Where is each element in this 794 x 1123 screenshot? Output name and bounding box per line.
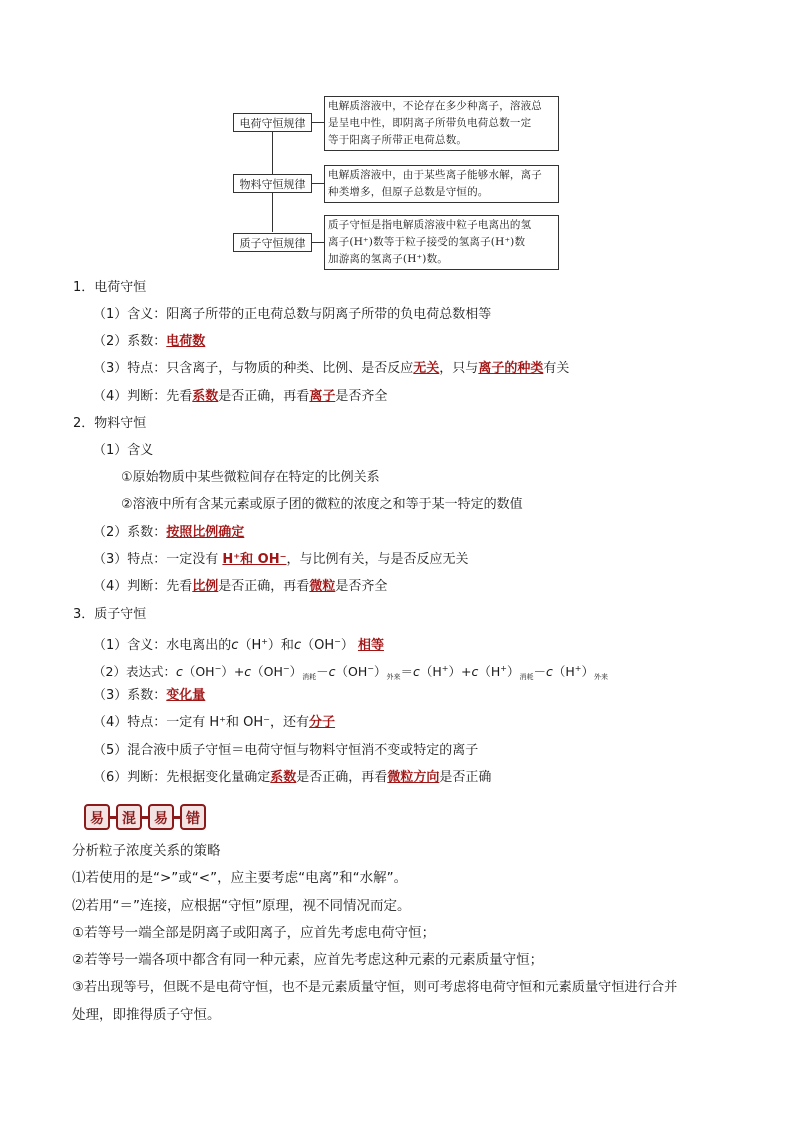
badge-char: 易 bbox=[148, 804, 174, 830]
strategy-line: 处理，即推得质子守恒。 bbox=[72, 1007, 221, 1023]
diagram-desc-material: 电解质溶液中，由于某些离子能够水解，离子 种类增多，但原子总数是守恒的。 bbox=[324, 165, 559, 203]
diagram-label-proton: 质子守恒规律 bbox=[233, 233, 312, 252]
charge-feature: （3）特点：只含离子，与物质的种类、比例、是否反应无关，只与离子的种类有关 bbox=[93, 361, 570, 376]
strategy-line: ②若等号一端各项中都含有同一种元素，应首先考虑这种元素的元素质量守恒； bbox=[72, 952, 544, 968]
charge-meaning: （1）含义：阳离子所带的正电荷总数与阴离子所带的负电荷总数相等 bbox=[93, 307, 492, 322]
strategy-title: 分析粒子浓度关系的策略 bbox=[72, 843, 221, 859]
strategy-line: ⑴若使用的是“>”或“<”，应主要考虑“电离”和“水解”。 bbox=[72, 870, 408, 886]
material-meaning: （1）含义 bbox=[93, 443, 154, 458]
badge-char: 错 bbox=[180, 804, 206, 830]
diagram-connector bbox=[312, 183, 324, 184]
diagram-desc-charge: 电解质溶液中，不论存在多少种离子，溶液总 是呈电中性，即阴离子所带负电荷总数一定 等于阳离子所带正电荷总数。 bbox=[324, 96, 559, 151]
section-title-material: 2．物料守恒 bbox=[73, 416, 147, 431]
material-meaning-1: ①原始物质中某些微粒间存在特定的比例关系 bbox=[121, 470, 380, 485]
proton-feature: （4）特点：一定有 H⁺和 OH⁻，还有分子 bbox=[93, 715, 336, 730]
proton-coefficient: （3）系数：变化量 bbox=[93, 688, 206, 703]
charge-judge: （4）判断：先看系数是否正确，再看离子是否齐全 bbox=[93, 389, 388, 404]
badge-char: 混 bbox=[116, 804, 142, 830]
proton-meaning: （1）含义：水电离出的c（H+）和c（OH−） 相等 bbox=[93, 637, 384, 653]
material-meaning-2: ②溶液中所有含某元素或原子团的微粒的浓度之和等于某一特定的数值 bbox=[121, 497, 523, 512]
section-title-charge: 1．电荷守恒 bbox=[73, 280, 147, 295]
material-feature: （3）特点：一定没有 H⁺和 OH⁻，与比例有关，与是否反应无关 bbox=[93, 552, 469, 567]
diagram-label-charge: 电荷守恒规律 bbox=[233, 113, 312, 132]
material-coefficient: （2）系数：按照比例确定 bbox=[93, 525, 245, 540]
strategy-line: ①若等号一端全部是阴离子或阳离子，应首先考虑电荷守恒； bbox=[72, 925, 436, 941]
diagram-desc-proton: 质子守恒是指电解质溶液中粒子电离出的氢 离子(H⁺)数等于粒子接受的氢离子(H⁺)数 加游离的氢离子(H⁺)数。 bbox=[324, 215, 559, 270]
proton-mixed: （5）混合液中质子守恒＝电荷守恒与物料守恒消不变或特定的离子 bbox=[93, 743, 479, 758]
proton-expression: （2）表达式：$c(OH^-)+c(OH^-)_{消耗}-c(OH^-)_{外来}=c(H^+)+c(H^+)_{消耗}-c(H^+)_{外来}$ bbox=[93, 664, 609, 681]
diagram-label-material: 物料守恒规律 bbox=[233, 174, 312, 193]
diagram-connector bbox=[312, 242, 324, 243]
strategy-line: ③若出现等号，但既不是电荷守恒，也不是元素质量守恒，则可考虑将电荷守恒和元素质量守恒进行合并 bbox=[72, 980, 678, 995]
strategy-line: ⑵若用“＝”连接，应根据“守恒”原理，视不同情况而定。 bbox=[72, 898, 411, 914]
charge-coefficient: （2）系数：电荷数 bbox=[93, 334, 206, 349]
badge-char: 易 bbox=[84, 804, 110, 830]
diagram-connector bbox=[312, 122, 324, 123]
proton-judge: （6）判断：先根据变化量确定系数是否正确，再看微粒方向是否正确 bbox=[93, 770, 492, 785]
material-judge: （4）判断：先看比例是否正确，再看微粒是否齐全 bbox=[93, 579, 388, 594]
section-title-proton: 3．质子守恒 bbox=[73, 607, 147, 622]
